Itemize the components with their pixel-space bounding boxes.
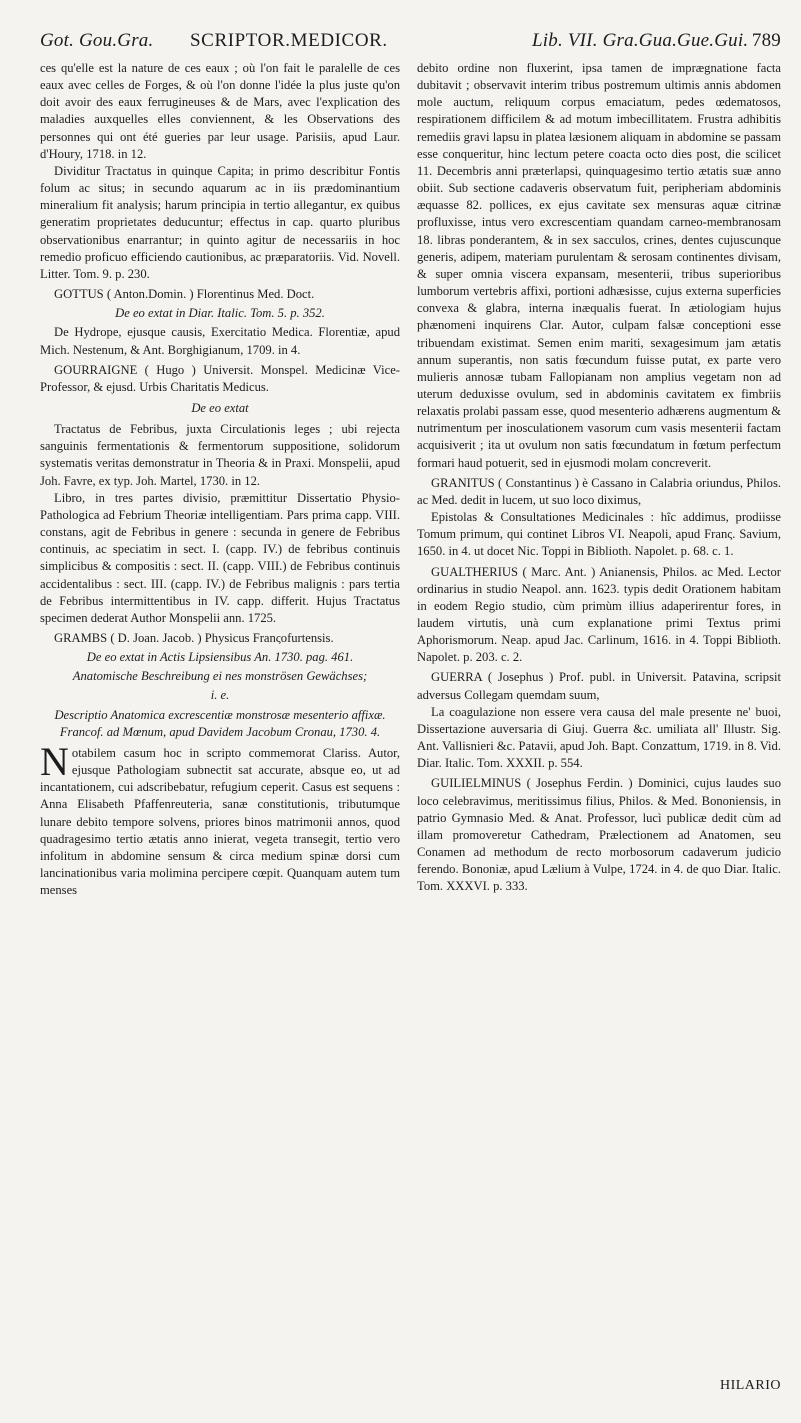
author-entry: GRAMBS ( D. Joan. Jacob. ) Physicus Franςofurtensis. [54, 631, 334, 645]
author-entry: GOURRAIGNE ( Hugo ) Universit. Monspel. Medicinæ Vice-Professor, & ejusd. Urbis Charitatis Medicus. [40, 362, 400, 394]
entry-note: De eo extat in Diar. Italic. Tom. 5. p. 352. [115, 306, 325, 321]
running-header [40, 30, 781, 64]
paragraph: Epistolas & Consultationes Medicinales : hîc addimus, prodiisse Tomum primum, qui continet Libros VI. Neapoli, apud Franς. Savium, 1650. in 4. ut docet Nic. Toppi in Biblioth. Napolet. p. 68. c. 1. [417, 510, 781, 559]
paragraph: Notabilem casum hoc in scripto commemorat Clariss. Autor, ejusque Pathologiam subnectit sat accurate, absque eo, ut ad incantationem, cui adscribebatur, refugium ceperit. Casus est sequens : Anna Elisabeth Pfaffenreuteria, sanæ constitutionis, tributumque lunare debito tempore solvens, priores binos matrimonii annos, quod quadragesimo tertio ætatis anno inierat, vegeta transegit, tertio vero infolitum in abdomine sensum & circa medium spinæ dorsi cum lancinationibus varia molimina percipere cœpit. Quanquam autem tum menses [40, 738, 400, 898]
right-column [417, 60, 781, 896]
paragraph: La coagulazione non essere vera causa del male presente ne' buoi, Dissertazione auversaria di Giuj. Guerra &c. umiliata all' Illustr. Sig. Ant. Vallisnieri &c. Patavii, apud Joh. Bapt. Conzattum, 1719. in 8. Vid. Diar. Italic. Tom. XXXII. p. 554. [417, 704, 781, 771]
paragraph: ces qu'elle est la nature de ces eaux ; où l'on fait le paralelle de ces eaux avec celles de Forges, & où l'on donne l'idée la plus juste qu'on doit avoir des eaux ferrugineuses & de Mars, avec l'explication des maladies auxquelles elles conviennent, & les Observations des personnes qui ont été gueries par leur usage. Parisiis, apud Laur. d'Houry, 1718. in 12. [40, 61, 400, 161]
paragraph: debito ordine non fluxerint, ipsa tamen de imprægnatione facta dubitavit ; observavit interim tribus postremum ultimis annis abdomen mole auctum, reliquum corpus emaciatum, pedes œdematosos, respirationem difficilem & ad motum imbecillitatem. Frustra adhibitis remediis gravi lapsu in platea læsionem aliquam in abdomine se passam esse conqueritur, hinc lectum petere coacta octo dies post, die scilicet 11. Decembris anni præterlapsi, quinquagesimo tertio ætatis suæ anno obiit. Sub sectione cadaveris observatum fuit, peripheriam abdominis æquasse 82. pollices, ex ejus cavitate sex mensuras aquæ citrinæ profluxisse, intus vero excrescentiam quandam carneo-membranosam 18. libras ponderantem, & in sex sacculos, crines, dentes cujuscunque generis, adipem, materiam purulentam & serosam continentes divisam, & super omnia viscera expansam, mesenterii, tribus superioribus lumborum vertebris affixi, portioni adhæsisse, cujus externa superficies convexa & glabra, interna inæqualis fuerat. In ætiologiam hujus phænomeni inquirens Clar. Autor, culpam falsæ conceptioni esse tribuendam existimat. Semen enim mariti, sexagesimum jam ætatis annum superantis, non satis fœcundum fuisse putat, ex parte vero mulieris annosæ tubam Fallopianam non amplius vegetam non ad uterum deduxisse ovulum, sed in abdominis cavitatem ex fimbriis relaxatis prolabi passam esse, quod mesenterio adhærens augmentum & nutrimentum per inosculationem vasorum cum vasis mesenterii factam acquisiverit ; ita ut ovulum non satis fœcundatum in fœtum perfectum formari haud potuerit, sed in ejusmodi molam concreverit. [417, 61, 781, 470]
page-number: 789 [751, 30, 781, 51]
paragraph: Libro, in tres partes divisio, præmittitur Dissertatio Physio-Pathologica ad Febrium Theoriæ intelligentiam. Pars prima capp. VIII. constans, agit de Febribus in genere : secunda in genere de Febribus continuis, ac speciatim in sect. I. (capp. IV.) de febribus continuis simplicibus & compositis : sect. II. (capp. VIII.) de Febribus continuis accidentalibus : sect. III. (capp. IV.) de Febribus malignis : pars tertia de Febribus intermittentibus in IV. capp. differit. Hujus Tractatus specimen dederat Author Monspelii ann. 1725. [40, 490, 400, 625]
author-entry: GUALTHERIUS ( Marc. Ant. ) Anianensis, Philos. ac Med. Lector ordinarius in studio Neapol. ann. 1623. typis dedit Orationem habitam in eodem Regio studio, cùm primùm illius adaperirentur fores, in laudem virtutis, unà cum explanatione primi Textus primi Aphorismorum. Neap. apud Jac. Carlinum, 1616. in 4. Toppi Biblioth. Napolet. p. 203. c. 2. [417, 564, 781, 665]
entry-note: De eo extat in Actis Lipsiensibus An. 1730. pag. 461. [86, 650, 354, 665]
header-right: Lib. VII. Gra.Gua.Gue.Gui. [532, 30, 749, 51]
paragraph: De Hydrope, ejusque causis, Exercitatio Medica. Florentiæ, apud Mich. Nestenum, & Ant. Borghigianum, 1709. in 4. [40, 325, 400, 357]
left-column [40, 60, 400, 899]
work-title: Descriptio Anatomica excrescentiæ monstrosæ mesenterio affixæ. Francof. ad Mœnum, apud Davidem Jacobum Cronau, 1730. 4. [54, 707, 386, 739]
paragraph: Tractatus de Febribus, juxta Circulationis leges ; ubi rejecta sanguinis fermentationis & fermentorum suppositione, solidorum systematis veritas demonstratur in Theoria & in Praxi. Monspelii, apud Joh. Favre, ex typ. Joh. Martel, 1730. in 12. [40, 422, 400, 488]
header-center: SCRIPTOR.MEDICOR. [190, 30, 388, 51]
entry-note: i. e. [210, 688, 230, 703]
author-entry: GOTTUS ( Anton.Domin. ) Florentinus Med. Doct. [54, 287, 315, 302]
entry-note: De eo extat [191, 400, 249, 415]
author-entry: GRANITUS ( Constantinus ) è Cassano in Calabria oriundus, Philos. ac Med. dedit in lucem, ut suo loco diximus, [417, 475, 781, 507]
work-title: Anatomische Beschreibung ei nes monströsen Gewächses; [72, 669, 368, 684]
paragraph: Dividitur Tractatus in quinque Capita; in primo describitur Fontis folum ac situs; in secundo aquarum ac in iis prædominantium mineralium fit analysis; harum principia in tertio allegantur, ex quibus generatim proprietates deducuntur; effectus in cap. quarto pluribus observationibus enarrantur; in quinto agitur de necessariis in hoc remedio proficuo efficiendo cautionibus, ac præparatoriis. Vid. Novell. Litter. Tom. 9. p. 230. [40, 163, 400, 281]
catchword: HILARIO [719, 1378, 781, 1393]
author-entry: GUILIELMINUS ( Josephus Ferdin. ) Dominici, cujus laudes suo loco celebravimus, meritissimus filius, Philos. & Med. Bononiensis, in patrio Gymnasio Med. & Anat. Professor, lucì publicæ dedit cùm ad illam promoveretur Cathedram, Prælectionem ad Anatomen, seu Conamen ad methodum de recto morbosorum cadaverum judicio ferendo. Bononiæ, apud Lælium à Vulpe, 1724. in 4. de quo Diar. Italic. Tom. XXXVI. p. 333. [417, 776, 781, 894]
header-left: Got. Gou.Gra. [40, 30, 154, 51]
author-entry: GUERRA ( Josephus ) Prof. publ. in Universit. Patavina, scripsit adversus Collegam quemdam suum, [417, 670, 781, 702]
